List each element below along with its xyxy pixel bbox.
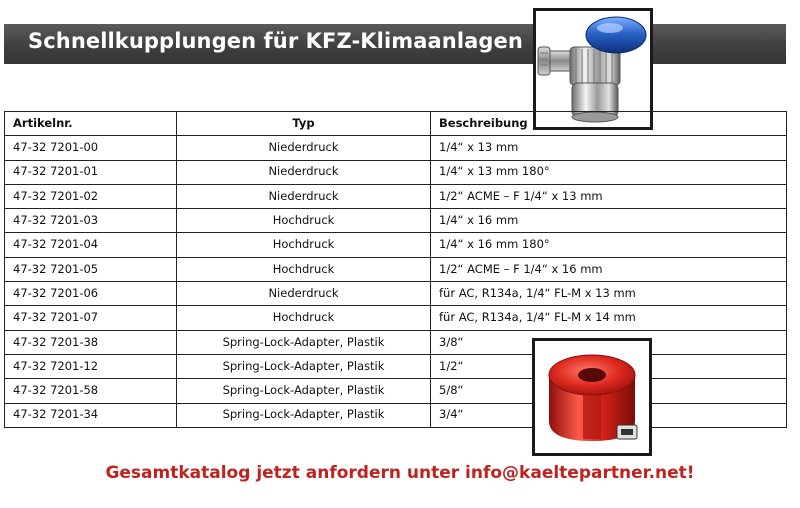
- table-row: [5, 136, 787, 160]
- article-number-cell: 47-32 7201-34: [5, 403, 177, 427]
- type-cell: Spring-Lock-Adapter, Plastik: [177, 354, 431, 378]
- parts-table-body: [5, 136, 787, 428]
- article-number-cell: 47-32 7201-03: [5, 209, 177, 233]
- table-row: [5, 209, 787, 233]
- description-cell: 3/8“: [431, 330, 787, 354]
- article-number-cell: 47-32 7201-05: [5, 257, 177, 281]
- type-cell: Hochdruck: [177, 233, 431, 257]
- page-title: Schnellkupplungen für KFZ-Klimaanlagen: [28, 29, 523, 53]
- description-cell: 1/4“ x 16 mm 180°: [431, 233, 787, 257]
- type-cell: Niederdruck: [177, 136, 431, 160]
- description-cell: für AC, R134a, 1/4“ FL-M x 14 mm: [431, 306, 787, 330]
- type-cell: Spring-Lock-Adapter, Plastik: [177, 330, 431, 354]
- article-number-cell: 47-32 7201-58: [5, 379, 177, 403]
- table-row: [5, 306, 787, 330]
- description-cell: 1/4“ x 16 mm: [431, 209, 787, 233]
- header-banner: [4, 24, 786, 64]
- article-number-cell: 47-32 7201-07: [5, 306, 177, 330]
- column-header-description: Beschreibung: [431, 112, 787, 136]
- description-cell: 1/4“ x 13 mm 180°: [431, 160, 787, 184]
- type-cell: Hochdruck: [177, 257, 431, 281]
- adapter-product-photo: [532, 338, 652, 456]
- table-row: [5, 282, 787, 306]
- article-number-cell: 47-32 7201-38: [5, 330, 177, 354]
- type-cell: Niederdruck: [177, 184, 431, 208]
- description-cell: für AC, R134a, 1/4“ FL-M x 13 mm: [431, 282, 787, 306]
- parts-table: [4, 111, 787, 428]
- article-number-cell: 47-32 7201-06: [5, 282, 177, 306]
- table-row: [5, 330, 787, 354]
- article-number-cell: 47-32 7201-04: [5, 233, 177, 257]
- article-number-cell: 47-32 7201-00: [5, 136, 177, 160]
- description-cell: 1/2“ ACME – F 1/4“ x 16 mm: [431, 257, 787, 281]
- type-cell: Niederdruck: [177, 160, 431, 184]
- type-cell: Spring-Lock-Adapter, Plastik: [177, 403, 431, 427]
- quick-coupler-image: [536, 11, 650, 127]
- description-cell: 1/2“ ACME – F 1/4“ x 13 mm: [431, 184, 787, 208]
- table-header-row: [5, 112, 787, 136]
- table-row: [5, 354, 787, 378]
- spring-lock-adapter-image: [535, 341, 649, 453]
- article-number-cell: 47-32 7201-12: [5, 354, 177, 378]
- article-number-cell: 47-32 7201-02: [5, 184, 177, 208]
- column-header-article: Artikelnr.: [5, 112, 177, 136]
- table-row: [5, 379, 787, 403]
- type-cell: Hochdruck: [177, 306, 431, 330]
- column-header-type: Typ: [177, 112, 431, 136]
- type-cell: Hochdruck: [177, 209, 431, 233]
- table-row: [5, 403, 787, 427]
- table-row: [5, 184, 787, 208]
- table-row: [5, 160, 787, 184]
- description-cell: 5/8“: [431, 379, 787, 403]
- table-row: [5, 257, 787, 281]
- table-row: [5, 233, 787, 257]
- catalog-request-text: Gesamtkatalog jetzt anfordern unter info@kaeltepartner.net!: [105, 463, 695, 483]
- description-cell: 1/2“: [431, 354, 787, 378]
- article-number-cell: 47-32 7201-01: [5, 160, 177, 184]
- type-cell: Spring-Lock-Adapter, Plastik: [177, 379, 431, 403]
- description-cell: 1/4“ x 13 mm: [431, 136, 787, 160]
- type-cell: Niederdruck: [177, 282, 431, 306]
- description-cell: 3/4“: [431, 403, 787, 427]
